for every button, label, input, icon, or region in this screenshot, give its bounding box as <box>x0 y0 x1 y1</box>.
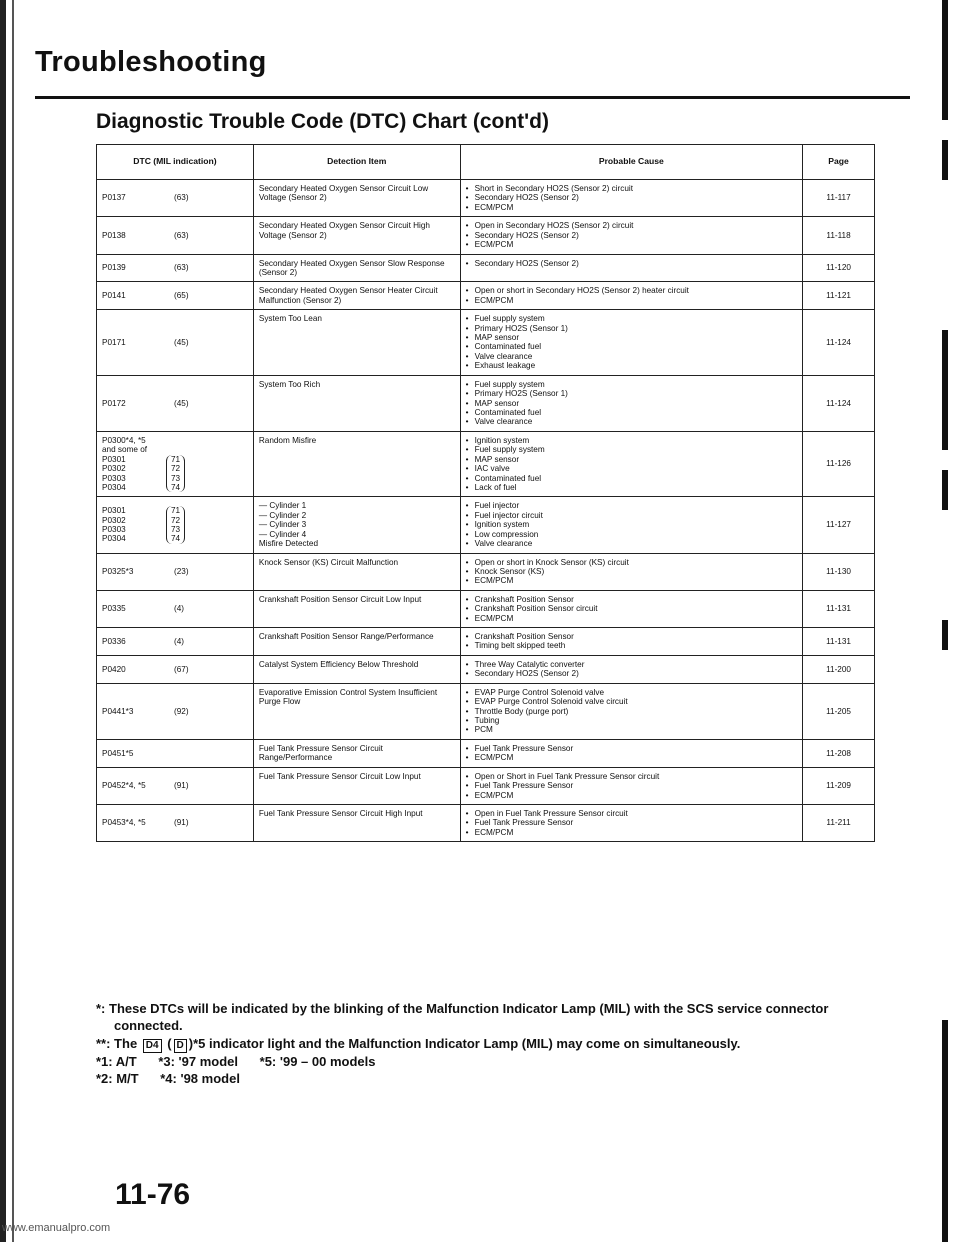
table-row <box>97 180 875 217</box>
sub-dtc-code: P0303 <box>102 524 126 534</box>
cause-item: • ECM/PCM <box>466 828 797 837</box>
page-ref: 11-130 <box>803 553 875 590</box>
cause-item: • Ignition system <box>466 436 797 445</box>
cause-list <box>466 660 797 679</box>
dtc-code: P0171 <box>102 337 126 347</box>
dtc-code: P0453*4, *5 <box>102 818 146 828</box>
mil-indication: (23) <box>174 566 189 576</box>
sub-mil-indication: 71 <box>171 454 181 464</box>
detection-item: Fuel Tank Pressure Sensor Circuit Low Input <box>253 767 460 804</box>
dtc-code: P0336 <box>102 636 126 646</box>
sub-mil-indication: 71 <box>171 506 181 516</box>
cause-list <box>466 221 797 249</box>
dtc-code: P0141 <box>102 291 126 301</box>
cause-item: • Fuel supply system <box>466 445 797 454</box>
header-dtc: DTC (MIL indication) <box>97 145 254 180</box>
cylinder-code-group <box>102 506 248 544</box>
cause-item: • Secondary HO2S (Sensor 2) <box>466 669 797 678</box>
page-ref: 11-118 <box>803 217 875 254</box>
cause-item: • EVAP Purge Control Solenoid valve circuit <box>466 697 797 706</box>
dtc-code: P0452*4, *5 <box>102 781 146 791</box>
table-row <box>97 217 875 254</box>
dtc-cell <box>97 683 254 739</box>
cause-item: • Secondary HO2S (Sensor 2) <box>466 193 797 202</box>
dtc-cell <box>97 655 254 683</box>
table-row <box>97 628 875 656</box>
cause-list <box>466 286 797 305</box>
cause-item: • Primary HO2S (Sensor 1) <box>466 324 797 333</box>
sub-mil-indication: 74 <box>171 534 181 544</box>
dtc-cell <box>97 804 254 841</box>
detection-item: Fuel Tank Pressure Sensor Circuit High Input <box>253 804 460 841</box>
page-ref: 11-124 <box>803 310 875 376</box>
page-ref: 11-131 <box>803 628 875 656</box>
cause-item: • Tubing <box>466 716 797 725</box>
cause-list <box>466 632 797 651</box>
mil-indication: (92) <box>174 706 189 716</box>
footnote-row-1 <box>96 1053 896 1070</box>
cause-item: • MAP sensor <box>466 399 797 408</box>
cause-list <box>466 259 797 268</box>
page-ref: 11-117 <box>803 180 875 217</box>
footnote-double-asterisk: **: The D4 ( D )*5 indicator light and the Malfunction Indicator Lamp (MIL) may come on simultaneously. <box>96 1035 741 1051</box>
mil-indication: (63) <box>174 230 189 240</box>
table-row <box>97 683 875 739</box>
detection-item: Secondary Heated Oxygen Sensor Circuit Low Voltage (Sensor 2) <box>253 180 460 217</box>
dtc-code: P0139 <box>102 263 126 273</box>
cause-list <box>466 595 797 623</box>
mil-indication: (45) <box>174 398 189 408</box>
cause-item: • Primary HO2S (Sensor 1) <box>466 389 797 398</box>
cause-item: • Contaminated fuel <box>466 408 797 417</box>
mil-indication: and some of <box>102 445 148 455</box>
probable-cause <box>460 375 802 431</box>
cause-item: • Fuel supply system <box>466 314 797 323</box>
cause-item: • Fuel Tank Pressure Sensor <box>466 818 797 827</box>
mil-indication: (91) <box>174 818 189 828</box>
cause-item: • Open or short in Secondary HO2S (Sensor 2) heater circuit <box>466 286 797 295</box>
probable-cause <box>460 310 802 376</box>
dtc-code: P0300*4, *5 <box>102 435 146 445</box>
sub-mil-indication: 72 <box>171 515 181 525</box>
cause-item: • ECM/PCM <box>466 240 797 249</box>
detection-item: Fuel Tank Pressure Sensor Circuit Range/Performance <box>253 739 460 767</box>
table-row <box>97 739 875 767</box>
cause-item: • Valve clearance <box>466 352 797 361</box>
probable-cause <box>460 655 802 683</box>
footnote-double-post: *5 indicator light and the Malfunction Indicator Lamp (MIL) may come on simultaneously. <box>193 1035 741 1051</box>
table-row <box>97 553 875 590</box>
detection-item: Catalyst System Efficiency Below Threshold <box>253 655 460 683</box>
cause-item: • ECM/PCM <box>466 296 797 305</box>
detection-item: Random Misfire <box>253 431 460 497</box>
footnote-mt: *2: M/T <box>96 1070 139 1086</box>
page-ref: 11-127 <box>803 497 875 553</box>
probable-cause <box>460 254 802 282</box>
page-ref: 11-120 <box>803 254 875 282</box>
cause-list <box>466 501 797 548</box>
probable-cause <box>460 628 802 656</box>
binding-edge-line <box>12 0 14 1242</box>
d4-indicator-icon: D4 <box>143 1039 162 1053</box>
cause-item: • Crankshaft Position Sensor <box>466 632 797 641</box>
sub-mil-indication: 73 <box>171 524 181 534</box>
page-title: Troubleshooting <box>35 46 267 78</box>
watermark: www.emanualpro.com <box>2 1222 111 1234</box>
dtc-cell <box>97 375 254 431</box>
cause-item: • Open or short in Knock Sensor (KS) circuit <box>466 558 797 567</box>
detection-item: Crankshaft Position Sensor Circuit Low Input <box>253 590 460 627</box>
cause-item: • Crankshaft Position Sensor circuit <box>466 604 797 613</box>
dtc-cell <box>97 628 254 656</box>
probable-cause <box>460 739 802 767</box>
probable-cause <box>460 683 802 739</box>
cause-item: • Valve clearance <box>466 417 797 426</box>
mil-indication: (4) <box>174 604 185 614</box>
cause-item: • ECM/PCM <box>466 203 797 212</box>
page-ref: 11-124 <box>803 375 875 431</box>
header-probable-cause: Probable Cause <box>460 145 802 180</box>
title-rule <box>35 96 910 99</box>
dtc-cell <box>97 310 254 376</box>
dtc-cell <box>97 767 254 804</box>
d-indicator-icon: D <box>174 1039 187 1053</box>
page-ref: 11-121 <box>803 282 875 310</box>
cause-list <box>466 772 797 800</box>
page-ref: 11-211 <box>803 804 875 841</box>
dtc-code: P0325*3 <box>102 566 134 576</box>
sub-mil-indication: 73 <box>171 473 181 483</box>
mil-indication: (65) <box>174 291 189 301</box>
table-row <box>97 375 875 431</box>
sub-mil-indication: 72 <box>171 464 181 474</box>
cause-item: • Ignition system <box>466 520 797 529</box>
sub-dtc-code: P0302 <box>102 464 126 474</box>
dtc-code: P0335 <box>102 604 126 614</box>
cause-item: • Open in Secondary HO2S (Sensor 2) circuit <box>466 221 797 230</box>
cause-list <box>466 744 797 763</box>
cause-item: • PCM <box>466 725 797 734</box>
detection-item: Crankshaft Position Sensor Range/Performance <box>253 628 460 656</box>
footnote-double-pre: **: The <box>96 1035 138 1051</box>
probable-cause <box>460 497 802 553</box>
cause-item: • Fuel Tank Pressure Sensor <box>466 744 797 753</box>
cause-item: • Contaminated fuel <box>466 474 797 483</box>
cause-item: • IAC valve <box>466 464 797 473</box>
cause-item: • Open or Short in Fuel Tank Pressure Sensor circuit <box>466 772 797 781</box>
dtc-cell <box>97 217 254 254</box>
table-row <box>97 590 875 627</box>
table-row <box>97 310 875 376</box>
cause-item: • Valve clearance <box>466 539 797 548</box>
table-header-row <box>97 145 875 180</box>
cause-list <box>466 809 797 837</box>
dtc-code: P0451*5 <box>102 748 134 758</box>
cause-item: • Crankshaft Position Sensor <box>466 595 797 604</box>
table-row <box>97 655 875 683</box>
probable-cause <box>460 431 802 497</box>
cause-item: • ECM/PCM <box>466 576 797 585</box>
dtc-cell <box>97 180 254 217</box>
cause-item: • Fuel injector <box>466 501 797 510</box>
dtc-code: P0138 <box>102 230 126 240</box>
cause-item: • ECM/PCM <box>466 614 797 623</box>
cause-item: • Three Way Catalytic converter <box>466 660 797 669</box>
cause-list <box>466 688 797 735</box>
detection-item: Secondary Heated Oxygen Sensor Circuit High Voltage (Sensor 2) <box>253 217 460 254</box>
sub-mil-indication: 74 <box>171 482 181 492</box>
dtc-code: P0172 <box>102 398 126 408</box>
page-ref: 11-126 <box>803 431 875 497</box>
dtc-cell <box>97 254 254 282</box>
sub-dtc-code: P0301 <box>102 454 126 464</box>
cause-item: • EVAP Purge Control Solenoid valve <box>466 688 797 697</box>
binding-edge <box>0 0 6 1242</box>
cause-list <box>466 380 797 427</box>
sub-dtc-code: P0304 <box>102 534 126 544</box>
dtc-cell <box>97 282 254 310</box>
page-edge-marks <box>930 0 960 1242</box>
dtc-cell <box>97 431 254 497</box>
cause-item: • Timing belt skipped teeth <box>466 641 797 650</box>
table-body <box>97 180 875 842</box>
detection-item: Evaporative Emission Control System Insufficient Purge Flow <box>253 683 460 739</box>
footnote-single-asterisk: *: These DTCs will be indicated by the blinking of the Malfunction Indicator Lamp (MIL) with the SCS service connector <box>96 1001 829 1016</box>
mil-indication: (45) <box>174 337 189 347</box>
page-ref: 11-131 <box>803 590 875 627</box>
footnote-at: *1: A/T <box>96 1053 137 1069</box>
page-ref: 11-200 <box>803 655 875 683</box>
cause-item: • MAP sensor <box>466 333 797 342</box>
cause-item: • Lack of fuel <box>466 483 797 492</box>
cause-item: • Exhaust leakage <box>466 361 797 370</box>
table-row <box>97 254 875 282</box>
section-title: Diagnostic Trouble Code (DTC) Chart (cont'd) <box>96 110 549 133</box>
detection-item: — Cylinder 1 — Cylinder 2 — Cylinder 3 — Cylinder 4 Misfire Detected <box>253 497 460 553</box>
dtc-code: P0441*3 <box>102 706 134 716</box>
header-page: Page <box>803 145 875 180</box>
dtc-cell <box>97 590 254 627</box>
page-ref: 11-208 <box>803 739 875 767</box>
cause-item: • Secondary HO2S (Sensor 2) <box>466 231 797 240</box>
sub-dtc-code: P0302 <box>102 515 126 525</box>
cause-item: • Low compression <box>466 530 797 539</box>
mil-indication: (91) <box>174 781 189 791</box>
table-row <box>97 497 875 553</box>
dtc-code: P0420 <box>102 664 126 674</box>
cause-item: • Throttle Body (purge port) <box>466 707 797 716</box>
dtc-code: P0137 <box>102 193 126 203</box>
mil-indication: (63) <box>174 193 189 203</box>
detection-item: Secondary Heated Oxygen Sensor Heater Circuit Malfunction (Sensor 2) <box>253 282 460 310</box>
cylinder-code-group <box>102 455 248 493</box>
cause-list <box>466 314 797 371</box>
sub-dtc-code: P0303 <box>102 473 126 483</box>
cause-item: • Fuel Tank Pressure Sensor <box>466 781 797 790</box>
page-ref: 11-205 <box>803 683 875 739</box>
mil-indication: (67) <box>174 664 189 674</box>
detection-item: System Too Lean <box>253 310 460 376</box>
header-detection-item: Detection Item <box>253 145 460 180</box>
cause-item: • Knock Sensor (KS) <box>466 567 797 576</box>
cause-list <box>466 184 797 212</box>
probable-cause <box>460 180 802 217</box>
footnotes <box>96 1000 896 1087</box>
dtc-cell <box>97 553 254 590</box>
probable-cause <box>460 217 802 254</box>
probable-cause <box>460 804 802 841</box>
dtc-chart-table <box>96 144 875 842</box>
page-ref: 11-209 <box>803 767 875 804</box>
probable-cause <box>460 282 802 310</box>
cause-item: • Short in Secondary HO2S (Sensor 2) circuit <box>466 184 797 193</box>
cause-item: • MAP sensor <box>466 455 797 464</box>
detection-item: System Too Rich <box>253 375 460 431</box>
cause-item: • Fuel injector circuit <box>466 511 797 520</box>
probable-cause <box>460 590 802 627</box>
sub-dtc-code: P0301 <box>102 506 126 516</box>
dtc-cell <box>97 739 254 767</box>
table-row <box>97 282 875 310</box>
page-number: 11-76 <box>115 1178 191 1211</box>
probable-cause <box>460 553 802 590</box>
cause-item: • Contaminated fuel <box>466 342 797 351</box>
cause-item: • Fuel supply system <box>466 380 797 389</box>
footnote-single-asterisk-cont: connected. <box>114 1018 183 1034</box>
cause-list <box>466 436 797 493</box>
probable-cause <box>460 767 802 804</box>
table-row <box>97 431 875 497</box>
cause-item: • ECM/PCM <box>466 791 797 800</box>
mil-indication: (4) <box>174 636 185 646</box>
footnote-97: *3: '97 model <box>158 1053 239 1069</box>
cause-list <box>466 558 797 586</box>
table-row <box>97 804 875 841</box>
detection-item: Knock Sensor (KS) Circuit Malfunction <box>253 553 460 590</box>
cause-item: • Open in Fuel Tank Pressure Sensor circuit <box>466 809 797 818</box>
sub-dtc-code: P0304 <box>102 482 126 492</box>
footnote-98: *4: '98 model <box>160 1070 240 1086</box>
cause-item: • Secondary HO2S (Sensor 2) <box>466 259 797 268</box>
mil-indication: (63) <box>174 263 189 273</box>
cause-item: • ECM/PCM <box>466 753 797 762</box>
detection-item: Secondary Heated Oxygen Sensor Slow Response (Sensor 2) <box>253 254 460 282</box>
footnote-row-2 <box>96 1070 896 1087</box>
footnote-99-00: *5: '99 – 00 models <box>259 1053 376 1069</box>
dtc-cell <box>97 497 254 553</box>
table-row <box>97 767 875 804</box>
